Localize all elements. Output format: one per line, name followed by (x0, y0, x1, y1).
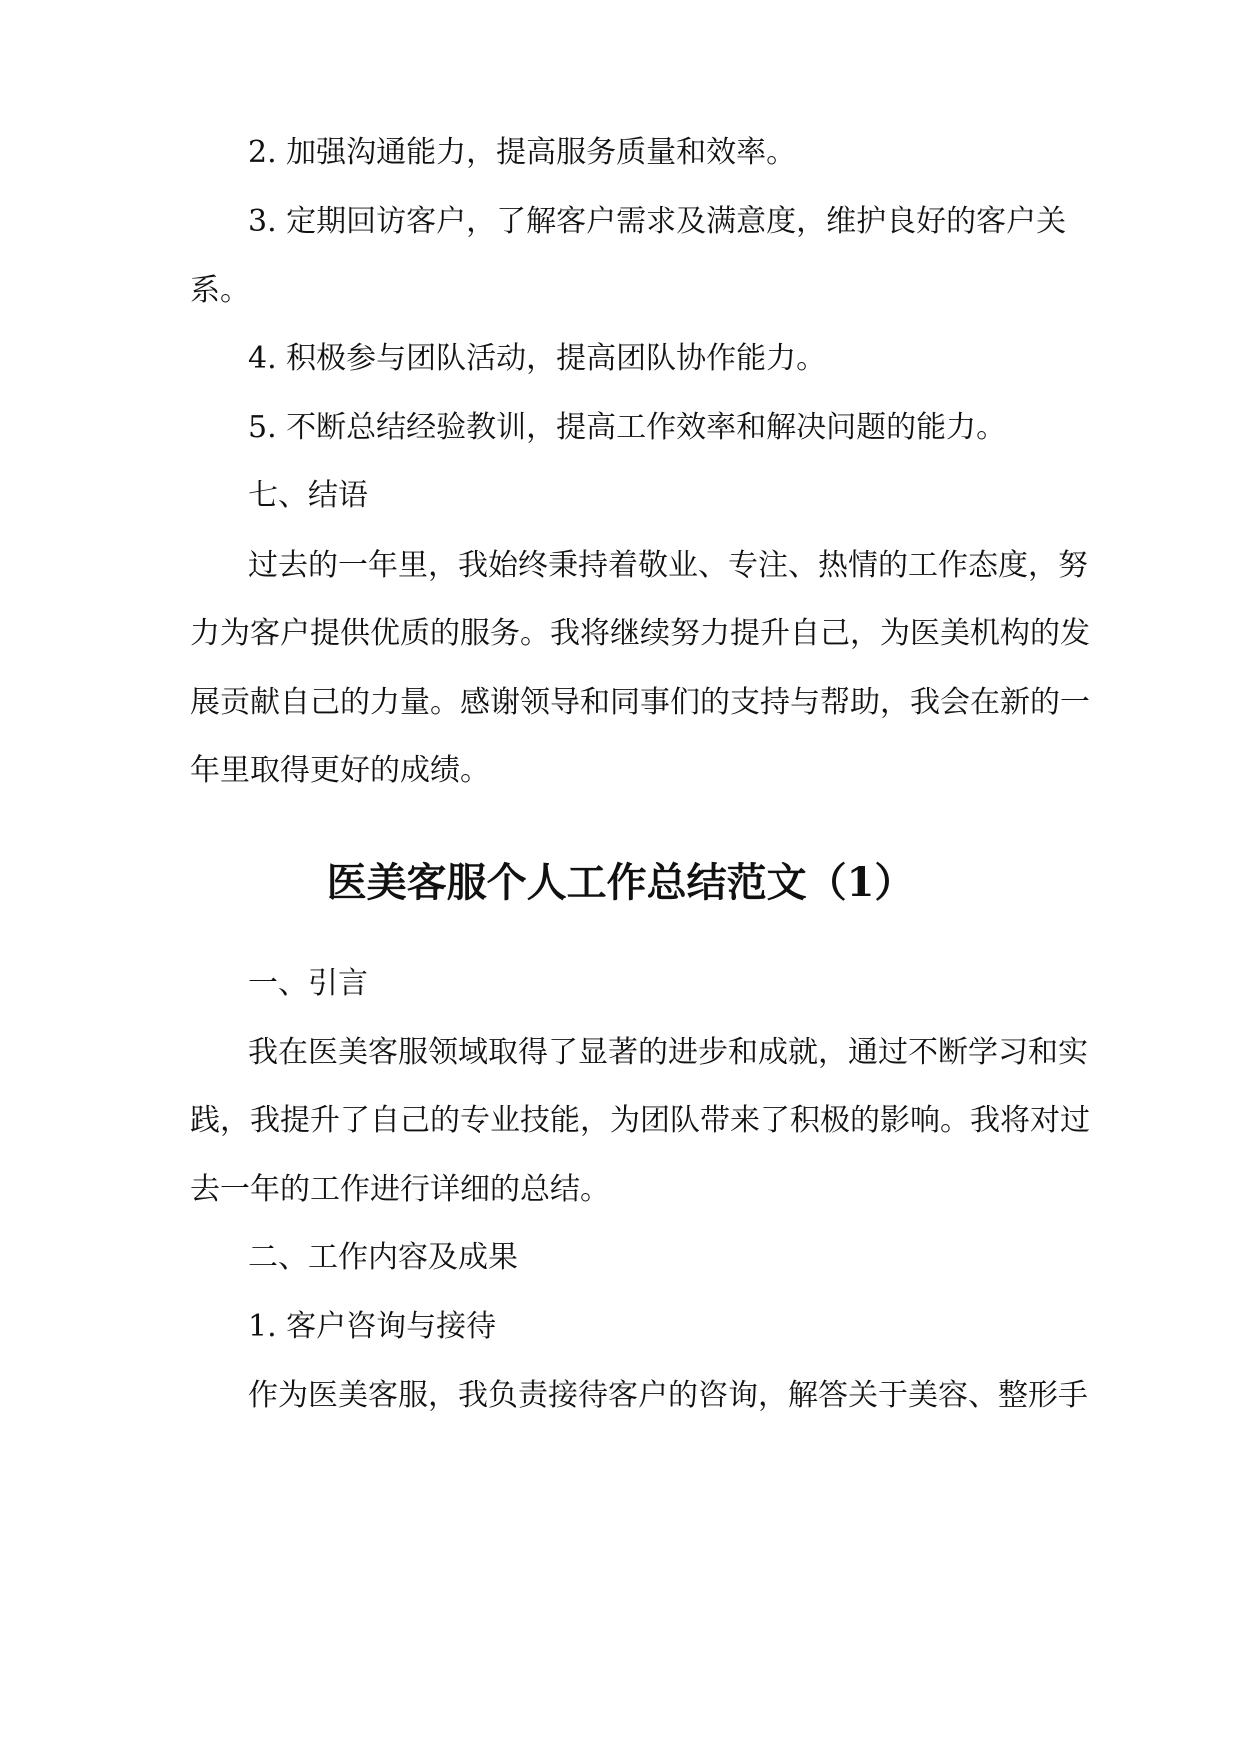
conclusion-line-4: 年里取得更好的成绩。 (190, 753, 490, 788)
intro-line-3: 去一年的工作进行详细的总结。 (190, 1172, 610, 1207)
list-item-5: 5. 不断总结经验教训，提高工作效率和解决问题的能力。 (248, 410, 1007, 445)
document-title: 医美客服个人工作总结范文（1） (326, 859, 915, 906)
conclusion-line-1: 过去的一年里，我始终秉持着敬业、专注、热情的工作态度，努 (248, 548, 1088, 583)
list-item-3-line-2: 系。 (190, 273, 250, 308)
conclusion-line-2: 力为客户提供优质的服务。我将继续努力提升自己，为医美机构的发 (190, 616, 1090, 651)
list-item-3-line-1: 3. 定期回访客户，了解客户需求及满意度，维护良好的客户关 (248, 204, 1067, 239)
section-heading-work-content: 二、工作内容及成果 (248, 1240, 518, 1275)
list-item-2: 2. 加强沟通能力，提高服务质量和效率。 (248, 135, 797, 170)
subheading-customer-consulting: 1. 客户咨询与接待 (248, 1309, 497, 1344)
list-item-4: 4. 积极参与团队活动，提高团队协作能力。 (248, 341, 827, 376)
intro-line-2: 践，我提升了自己的专业技能，为团队带来了积极的影响。我将对过 (190, 1103, 1090, 1138)
conclusion-line-3: 展贡献自己的力量。感谢领导和同事们的支持与帮助，我会在新的一 (190, 685, 1090, 720)
intro-line-1: 我在医美客服领域取得了显著的进步和成就，通过不断学习和实 (248, 1035, 1088, 1070)
section-heading-intro: 一、引言 (248, 966, 368, 1001)
section-heading-conclusion: 七、结语 (248, 478, 368, 513)
paragraph-line: 作为医美客服，我负责接待客户的咨询，解答关于美容、整形手 (248, 1378, 1088, 1413)
